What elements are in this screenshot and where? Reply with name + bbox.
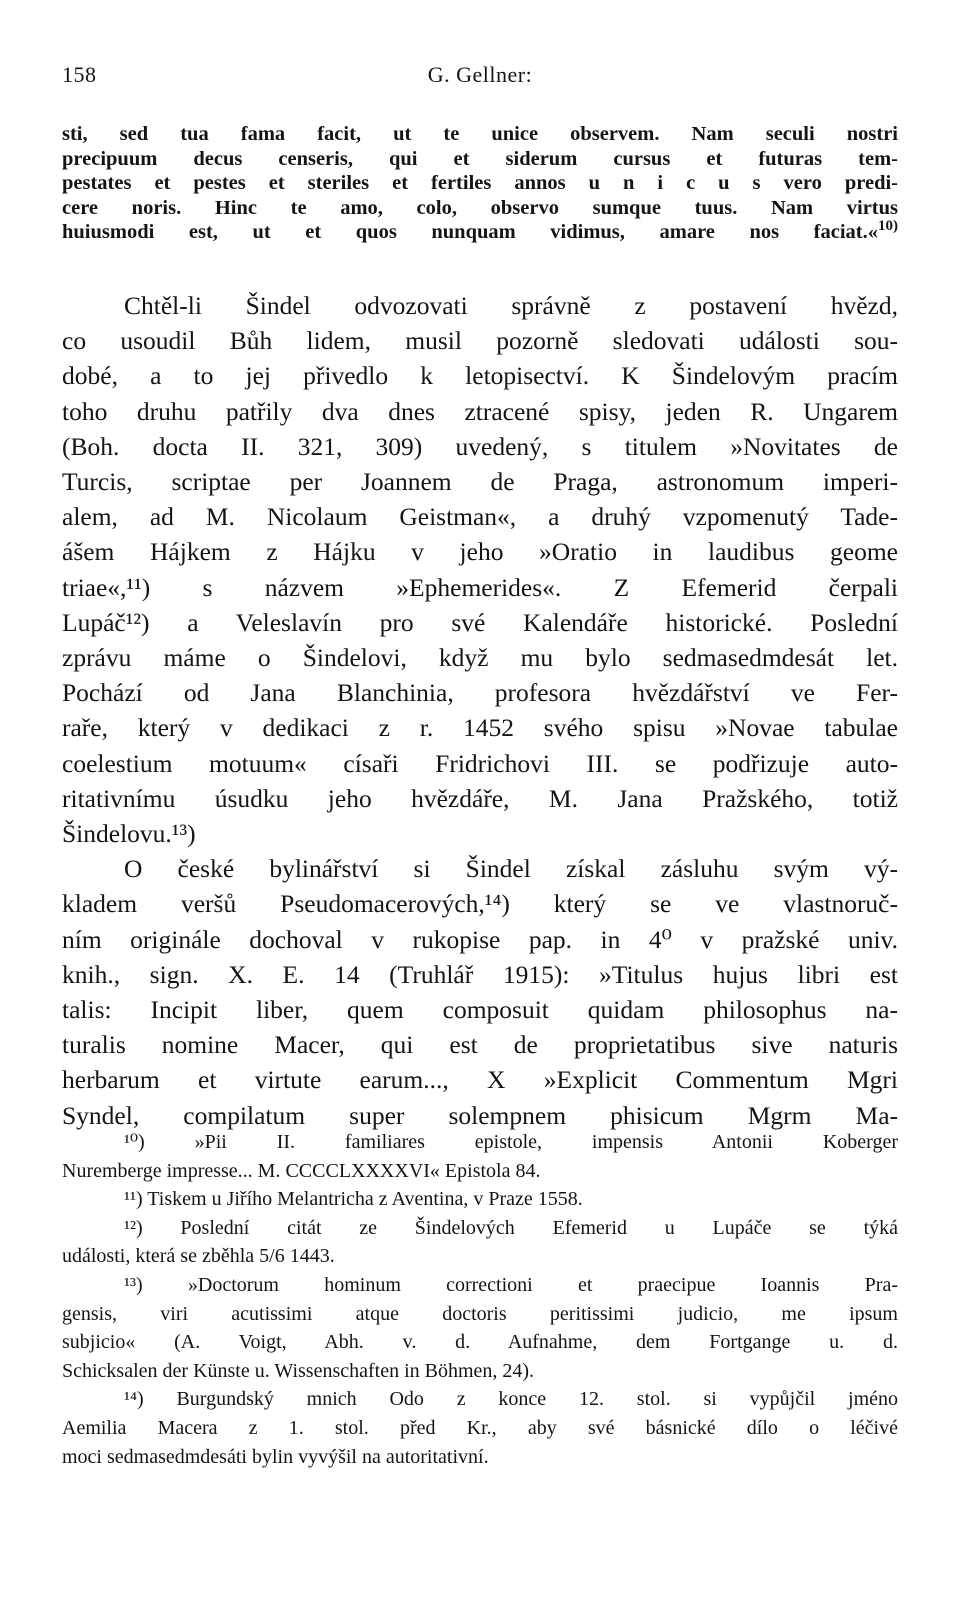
quote-line: sti, sed tua fama facit, ut te unice observem. Nam seculi nostri	[62, 123, 898, 145]
body-line: zprávu máme o Šindelovi, když mu bylo sedmasedmdesát let.	[62, 643, 898, 673]
footnote-line: ¹²) Poslední citát ze Šindelových Efemerid u Lupáče se týká	[124, 1216, 898, 1239]
body-line: knih., sign. X. E. 14 (Truhlář 1915): »Titulus hujus libri est	[62, 959, 898, 989]
footnote-line: ¹³) »Doctorum hominum correctioni et praecipue Ioannis Pra-	[124, 1273, 898, 1296]
quote-line: precipuum decus censeris, qui et siderum cursus et futuras tem-	[62, 147, 898, 170]
body-text	[62, 288, 898, 1133]
quote-line: pestates et pestes et steriles et fertiles annos u n i c u s vero predi-	[62, 172, 898, 195]
quote-line-last	[62, 220, 898, 245]
body-line: herbarum et virtute earum..., X »Explicit Commentum Mgri	[62, 1065, 898, 1095]
body-line: O české bylinářství si Šindel získal zásluhu svým vý-	[124, 854, 898, 884]
body-line: kladem veršů Pseudomacerových,¹⁴) který se ve vlastnoruč-	[62, 889, 898, 919]
body-line: dobé, a to jej přivedlo k letopisectví. K Šindelovým pracím	[62, 361, 898, 391]
body-line: Šindelovu.¹³)	[62, 819, 196, 849]
body-line: alem, ad M. Nicolaum Geistman«, a druhý vzpomenutý Tade-	[62, 502, 898, 532]
footnote-line: Nuremberge impresse... M. CCCCLXXXXVI« Epistola 84.	[62, 1159, 541, 1182]
body-line: (Boh. docta II. 321, 309) uvedený, s titulem »Novitates de	[62, 431, 898, 461]
footnote-line: Aemilia Macera z 1. stol. před Kr., aby své básnické dílo o léčivé	[62, 1416, 898, 1439]
body-line: co usoudil Bůh lidem, musil pozorně sledovati události sou-	[62, 326, 898, 356]
body-line: ritativnímu úsudku jeho hvězdáře, M. Jana Pražského, totiž	[62, 783, 898, 813]
body-line: Lupáč¹²) a Veleslavín pro své Kalendáře historické. Poslední	[62, 607, 898, 637]
latin-quote	[62, 122, 898, 245]
footnote-line: subjicio« (A. Voigt, Abh. v. d. Aufnahme, dem Fortgange u. d.	[62, 1331, 898, 1354]
book-page	[62, 0, 898, 1468]
quote-line: cere noris. Hinc te amo, colo, observo sumque tuus. Nam virtus	[62, 196, 898, 219]
body-line: turalis nomine Macer, qui est de proprietatibus sive naturis	[62, 1030, 898, 1060]
footnote-line: události, která se zběhla 5/6 1443.	[62, 1245, 335, 1268]
body-line: ášem Hájkem z Hájku v jeho »Oratio in laudibus geome	[62, 537, 898, 567]
body-line: coelestium motuum« císaři Fridrichovi III. se podřizuje auto-	[62, 748, 898, 778]
body-line: Pochází od Jana Blanchinia, profesora hvězdářství ve Fer-	[62, 678, 898, 708]
footnote-line: ¹⁴) Burgundský mnich Odo z konce 12. stol. si vypůjčil jméno	[124, 1388, 898, 1411]
footnote-reference: 10)	[878, 218, 898, 235]
footnote-line: moci sedmasedmdesáti bylin vyvýšil na autoritativní.	[62, 1445, 489, 1468]
footnote-line: ¹¹) Tiskem u Jiřího Melantricha z Aventina, v Praze 1558.	[124, 1188, 583, 1211]
quote-line-text: huiusmodi est, ut et quos nunquam vidimus, amare nos faciat.«	[62, 221, 878, 244]
body-line: raře, který v dedikaci z r. 1452 svého spisu »Novae tabulae	[62, 713, 898, 743]
body-line: toho druhu patřily dva dnes ztracené spisy, jeden R. Ungarem	[62, 396, 898, 426]
body-line: Chtěl-li Šindel odvozovati správně z postavení hvězd,	[124, 291, 898, 320]
footnotes	[62, 1128, 898, 1471]
body-line: triae«,¹¹) s názvem »Ephemerides«. Z Efemerid čerpali	[62, 572, 898, 602]
footnote-line: Schicksalen der Künste u. Wissenschaften in Böhmen, 24).	[62, 1359, 535, 1382]
page-header	[62, 0, 898, 100]
footnote-line: gensis, viri acutissimi atque doctoris peritissimi judicio, me ipsum	[62, 1302, 898, 1325]
page-number: 158	[62, 62, 97, 87]
footnote-line: ¹⁰) »Pii II. familiares epistole, impensis Antonii Koberger	[124, 1131, 898, 1153]
body-line: Syndel, compilatum super solempnem phisicum Mgrm Ma-	[62, 1100, 898, 1130]
running-head: G. Gellner:	[427, 62, 533, 87]
body-line: Turcis, scriptae per Joannem de Praga, astronomum imperi-	[62, 467, 898, 497]
body-line: talis: Incipit liber, quem composuit quidam philosophus na-	[62, 995, 898, 1025]
body-line: ním originále dochoval v rukopise pap. in 4⁰ v pražské univ.	[62, 924, 898, 954]
